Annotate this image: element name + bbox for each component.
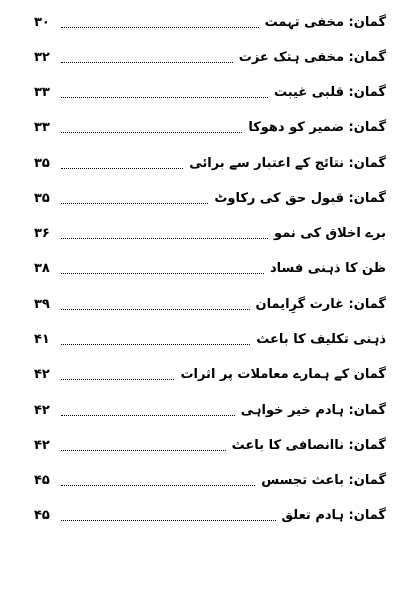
toc-entry-page: ۳۸ xyxy=(34,261,50,276)
toc-entry xyxy=(34,396,386,420)
toc-entry-title: ذہنی تکلیف کا باعث xyxy=(256,332,386,347)
toc-entry-title: گمان: قبول حق کی رکاوٹ xyxy=(214,191,386,206)
toc-entry-title: گمان کے ہمارے معاملات پر اثرات xyxy=(180,367,386,382)
toc-entry-title: گمان: نتائج کے اعتبار سے برائی xyxy=(189,156,386,171)
toc-entry-page: ۴۲ xyxy=(34,367,50,382)
toc-leader xyxy=(61,272,264,274)
toc-entry-page: ۳۵ xyxy=(34,156,50,171)
toc-leader xyxy=(61,449,226,451)
toc-entry-page: ۴۵ xyxy=(34,473,50,488)
toc-entry xyxy=(34,501,386,525)
toc-leader xyxy=(61,237,268,239)
toc-entry-page: ۳۶ xyxy=(34,226,50,241)
toc-entry-page: ۴۲ xyxy=(34,438,50,453)
toc-entry-title: ظن کا ذہنی فساد xyxy=(269,261,386,276)
toc-leader xyxy=(61,519,276,521)
toc-leader xyxy=(61,61,233,63)
toc-leader xyxy=(61,414,235,416)
toc-entry-title: گمان: غارت گرِایمان xyxy=(255,297,386,312)
toc-leader xyxy=(61,96,268,98)
toc-entry xyxy=(34,431,386,455)
toc-entry-page: ۳۲ xyxy=(34,50,50,65)
toc-entry-title: گمان: ضمیر کو دھوکا xyxy=(248,120,386,135)
toc-entry-title: گمان: باعث تجسس xyxy=(261,473,386,488)
toc-entry xyxy=(34,219,386,243)
toc-entry xyxy=(34,78,386,102)
toc-entry-title: گمان: مخفی تہمت xyxy=(264,15,386,30)
toc-leader xyxy=(61,343,250,345)
toc-entry-title: گمان: مخفی ہتک عزت xyxy=(238,50,386,65)
toc-leader xyxy=(61,26,259,28)
toc-entry xyxy=(34,8,386,32)
toc-entry xyxy=(34,290,386,314)
toc-entry xyxy=(34,360,386,384)
toc-entry xyxy=(34,325,386,349)
toc-entry xyxy=(34,149,386,173)
toc-leader xyxy=(61,202,208,204)
toc-entry-page: ۴۱ xyxy=(34,332,50,347)
toc-entry-page: ۳۵ xyxy=(34,191,50,206)
toc-entry xyxy=(34,254,386,278)
toc-leader xyxy=(61,167,183,169)
toc-leader xyxy=(61,308,250,310)
toc-entry-page: ۳۰ xyxy=(34,15,50,30)
toc-entry-title: گمان: ہادم خیر خواہی xyxy=(240,403,386,418)
toc-entry-title: گمان: ناانصافی کا باعث xyxy=(231,438,386,453)
toc-leader xyxy=(61,378,174,380)
toc-entry-title: برے اخلاق کی نمو xyxy=(274,226,386,241)
toc-entry xyxy=(34,113,386,137)
toc-entry-title: گمان: ہادم تعلق xyxy=(281,508,386,523)
toc-entry xyxy=(34,466,386,490)
toc-entry-title: گمان: قلبی غیبت xyxy=(273,85,386,100)
toc-entry-page: ۳۳ xyxy=(34,120,50,135)
toc-entry-page: ۳۹ xyxy=(34,297,50,312)
toc-leader xyxy=(61,131,242,133)
toc-entry xyxy=(34,43,386,67)
toc-entry-page: ۳۳ xyxy=(34,85,50,100)
toc-entry xyxy=(34,184,386,208)
toc-entry-page: ۴۵ xyxy=(34,508,50,523)
toc-entry-page: ۴۲ xyxy=(34,403,50,418)
toc-leader xyxy=(61,484,255,486)
